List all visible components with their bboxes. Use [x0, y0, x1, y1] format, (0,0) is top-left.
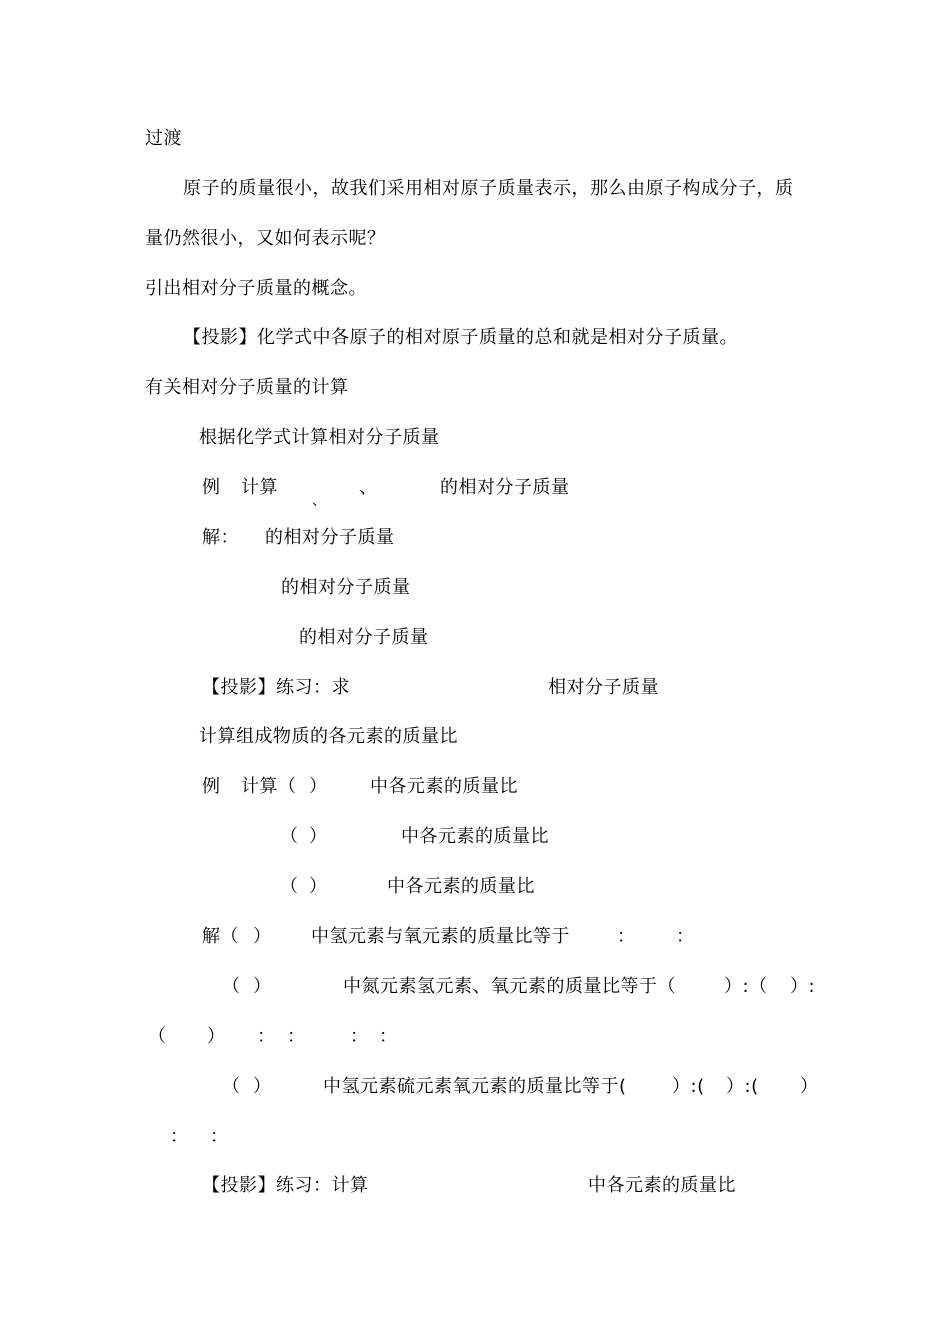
solution2-cont-open: （ — [148, 1026, 167, 1047]
example2-item3-close: ） — [309, 876, 328, 897]
solution2-colon-2: ： — [676, 926, 695, 947]
solution-line-1: 的相对分子质量 — [265, 527, 395, 548]
example2-paren-close: ） — [309, 776, 328, 797]
solution2-cont-colon-1: ： — [257, 1026, 276, 1047]
solution2-item3-close: ） — [253, 1076, 272, 1097]
solution2-item2-open: （ — [222, 976, 241, 997]
example-label: 例 — [202, 477, 221, 498]
section-heading-calculation: 有关相对分子质量的计算 — [145, 377, 349, 398]
solution2-item2-close: ） — [253, 976, 272, 997]
solution2-text: 中氢元素与氧元素的质量比等于 — [311, 926, 570, 947]
solution2-label: 解（ — [202, 926, 239, 947]
example2-item2-close: ） — [309, 826, 328, 847]
projection-exercise-2-suffix: 中各元素的质量比 — [588, 1175, 736, 1196]
projection-exercise-1: 【投影】练习：求 — [202, 677, 350, 698]
solution2-cont-colon-3: ： — [350, 1026, 369, 1047]
paragraph-line-1: 原子的质量很小，故我们采用相对原子质量表示，那么由原子构成分子，质 — [183, 178, 794, 199]
solution-label: 解： — [202, 527, 239, 548]
solution2-cont-colon-4: ： — [379, 1026, 398, 1047]
solution2-item2-end: ）: — [790, 976, 816, 997]
solution2-item3-mid-1: ）:( — [672, 1076, 705, 1097]
solution2-item2-mid: ）:（ — [724, 976, 768, 997]
solution2-item3-text: 中氢元素硫元素氧元素的质量比等于( — [323, 1076, 627, 1097]
solution2-colon-1: ： — [617, 926, 636, 947]
example2-text: 中各元素的质量比 — [370, 776, 518, 797]
solution2-item3-colon-2: ： — [210, 1126, 229, 1147]
solution-line-3: 的相对分子质量 — [299, 627, 429, 648]
paragraph-line-2: 量仍然很小，又如何表示呢？ — [145, 228, 386, 249]
example-separator-2: 、 — [359, 477, 378, 498]
example2-item3-text: 中各元素的质量比 — [387, 876, 535, 897]
solution2-cont-colon-2: ： — [287, 1026, 306, 1047]
solution2-item3-open: （ — [222, 1076, 241, 1097]
concept-intro-line: 引出相对分子质量的概念。 — [145, 278, 367, 299]
subsection-heading-mass-ratio: 计算组成物质的各元素的质量比 — [199, 726, 458, 747]
projection-exercise-1-suffix: 相对分子质量 — [548, 677, 659, 698]
example2-item2-text: 中各元素的质量比 — [401, 826, 549, 847]
solution2-item3-end: ） — [800, 1076, 819, 1097]
solution2-item3-colon-1: ： — [170, 1126, 189, 1147]
projection-definition: 【投影】化学式中各原子的相对原子质量的总和就是相对分子质量。 — [183, 327, 738, 348]
solution2-cont-close: ） — [207, 1026, 226, 1047]
subsection-heading-molecular-mass: 根据化学式计算相对分子质量 — [199, 427, 440, 448]
example-suffix: 的相对分子质量 — [440, 477, 570, 498]
solution2-item2-text: 中氮元素氢元素、氧元素的质量比等于（ — [343, 976, 676, 997]
example2-calculate: 计算（ — [241, 776, 297, 797]
solution2-close: ） — [253, 926, 272, 947]
example-calculate: 计算 — [241, 477, 278, 498]
example2-item2-open: （ — [280, 826, 299, 847]
example-separator-1: 、 — [312, 493, 327, 509]
heading-transition: 过渡 — [145, 128, 182, 149]
solution2-item3-mid-2: ）:( — [726, 1076, 759, 1097]
example2-label: 例 — [202, 776, 221, 797]
solution-line-2: 的相对分子质量 — [281, 577, 411, 598]
example2-item3-open: （ — [280, 876, 299, 897]
projection-exercise-2: 【投影】练习：计算 — [202, 1175, 369, 1196]
